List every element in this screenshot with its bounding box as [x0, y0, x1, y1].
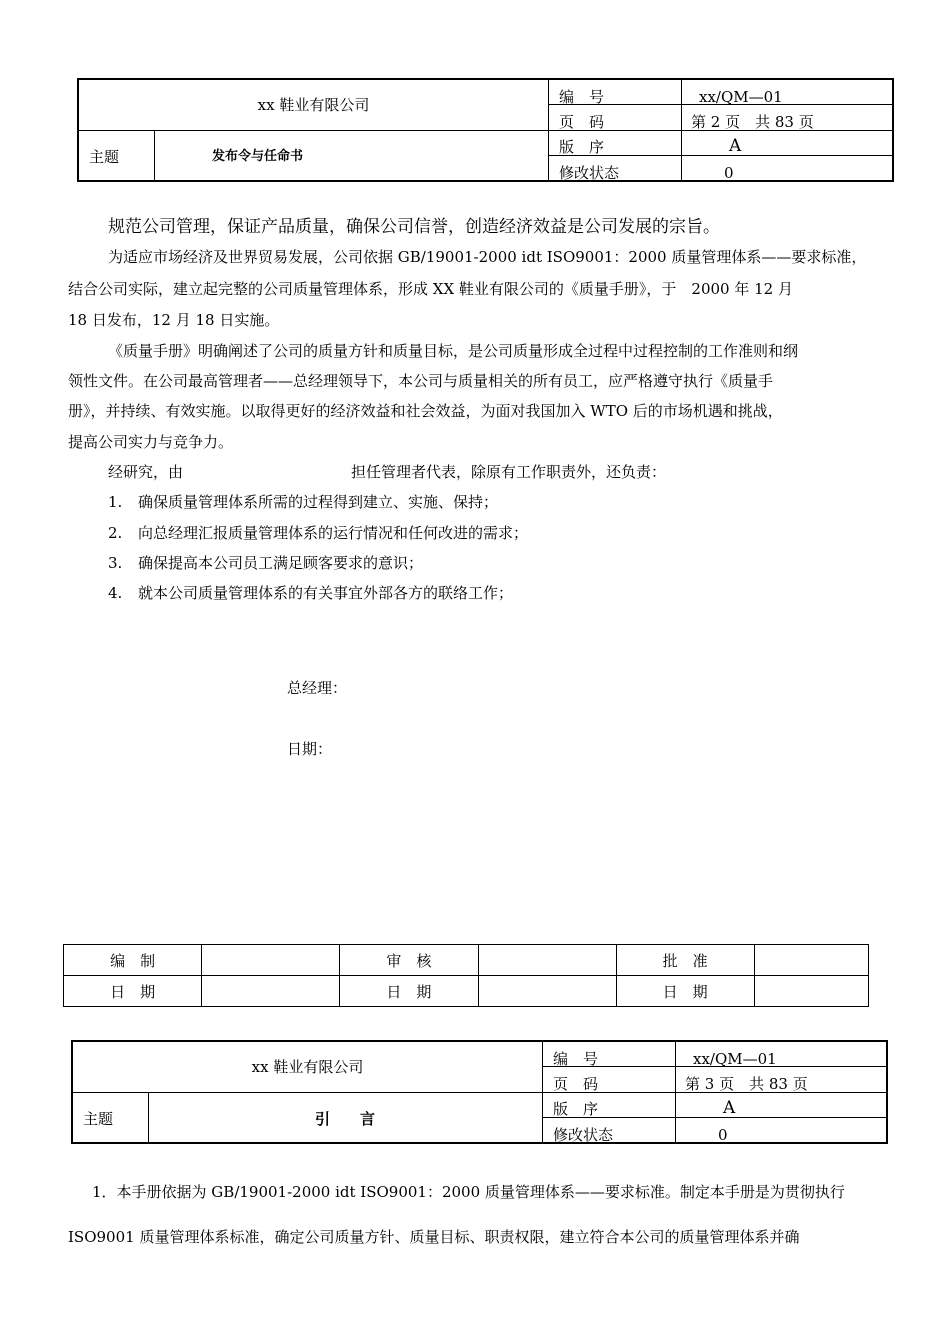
- version-label: 版 序: [559, 138, 605, 156]
- page-label: 页 码: [553, 1075, 599, 1093]
- version-value: A: [729, 136, 742, 156]
- page-label: 页 码: [559, 113, 605, 131]
- intro-section-line-2: ISO9001 质量管理体系标准，确定公司质量方针、质量目标、职责权限，建立符合本公司的质量管理体系并确: [68, 1228, 800, 1246]
- intro-section-line-1: 1．本手册依据为 GB/19001-2000 idt ISO9001：2000 质量管理体系——要求标准。制定本手册是为贯彻执行: [92, 1183, 845, 1201]
- paragraph-2-line-2: 领性文件。在公司最高管理者——总经理领导下，本公司与质量相关的所有员工，应严格遵守执行《质量手: [68, 372, 774, 390]
- doc-number-label: 编 号: [553, 1050, 599, 1068]
- appointment-start: 经研究，由: [108, 463, 184, 481]
- approved-date-value: [754, 976, 868, 1007]
- paragraph-1-line-2: 结合公司实际，建立起完整的公司质量管理体系，形成 XX 鞋业有限公司的《质量手册》，于 2000 年 12 月: [68, 280, 793, 298]
- duty-text-3: 确保提高本公司员工满足顾客要求的意识；: [138, 554, 424, 572]
- paragraph-2-line-3: 册》，并持续、有效实施。以取得更好的经济效益和社会效益，为面对我国加入 WTO 后的市场机遇和挑战，: [68, 402, 783, 420]
- subject-title: 发布令与任命书: [212, 149, 304, 164]
- intro-sentence: 规范公司管理，保证产品质量，确保公司信誉，创造经济效益是公司发展的宗旨。: [108, 217, 720, 237]
- page-value: 第 2 页 共 83 页: [691, 113, 814, 131]
- page-value: 第 3 页 共 83 页: [685, 1075, 808, 1093]
- approved-by-label: 批 准: [616, 945, 754, 976]
- duty-number-4: 4.: [108, 584, 123, 602]
- reviewed-date-label: 日 期: [340, 976, 478, 1007]
- signoff-row-date: [64, 976, 869, 1007]
- document-header-table: [77, 78, 894, 182]
- duty-number-1: 1.: [108, 493, 123, 511]
- version-label: 版 序: [553, 1100, 599, 1118]
- date-label: 日期：: [287, 740, 333, 758]
- prepared-by-label: 编 制: [64, 945, 202, 976]
- document-header-table-page-3: [71, 1040, 888, 1144]
- signoff-row-prepared: [64, 945, 869, 976]
- doc-number-value: xx/QM—01: [693, 1050, 777, 1068]
- appointment-end: 担任管理者代表，除原有工作职责外，还负责：: [351, 463, 667, 481]
- paragraph-2-line-1: 《质量手册》明确阐述了公司的质量方针和质量目标，是公司质量形成全过程中过程控制的工作准则和纲: [108, 342, 799, 360]
- reviewed-by-value: [478, 945, 616, 976]
- paragraph-1-line-3: 18 日发布，12 月 18 日实施。: [68, 311, 280, 329]
- duty-text-2: 向总经理汇报质量管理体系的运行情况和任何改进的需求；: [138, 524, 529, 542]
- duty-text-4: 就本公司质量管理体系的有关事宜外部各方的联络工作；: [138, 584, 514, 602]
- approved-date-label: 日 期: [616, 976, 754, 1007]
- reviewed-by-label: 审 核: [340, 945, 478, 976]
- doc-number-label: 编 号: [559, 88, 605, 106]
- company-name: xx 鞋业有限公司: [257, 96, 370, 114]
- subject-title: 引 言: [314, 1110, 375, 1128]
- paragraph-2-line-4: 提高公司实力与竞争力。: [68, 433, 234, 451]
- duty-text-1: 确保质量管理体系所需的过程得到建立、实施、保持；: [138, 493, 499, 511]
- prepared-date-label: 日 期: [64, 976, 202, 1007]
- approved-by-value: [754, 945, 868, 976]
- revision-value: 0: [724, 164, 734, 182]
- revision-label: 修改状态: [559, 164, 620, 182]
- prepared-by-value: [202, 945, 340, 976]
- paragraph-1-line-1: 为适应市场经济及世界贸易发展，公司依据 GB/19001-2000 idt ISO9001：2000 质量管理体系——要求标准，: [108, 248, 867, 266]
- general-manager-label: 总经理：: [287, 679, 348, 697]
- version-value: A: [723, 1098, 736, 1118]
- prepared-date-value: [202, 976, 340, 1007]
- revision-value: 0: [718, 1126, 728, 1144]
- duty-number-3: 3.: [108, 554, 123, 572]
- duty-number-2: 2.: [108, 524, 123, 542]
- revision-label: 修改状态: [553, 1126, 614, 1144]
- signoff-table: [63, 944, 869, 1007]
- doc-number-value: xx/QM—01: [699, 88, 783, 106]
- subject-label: 主题: [83, 1110, 114, 1128]
- subject-label: 主题: [89, 148, 120, 166]
- company-name: xx 鞋业有限公司: [251, 1058, 364, 1076]
- reviewed-date-value: [478, 976, 616, 1007]
